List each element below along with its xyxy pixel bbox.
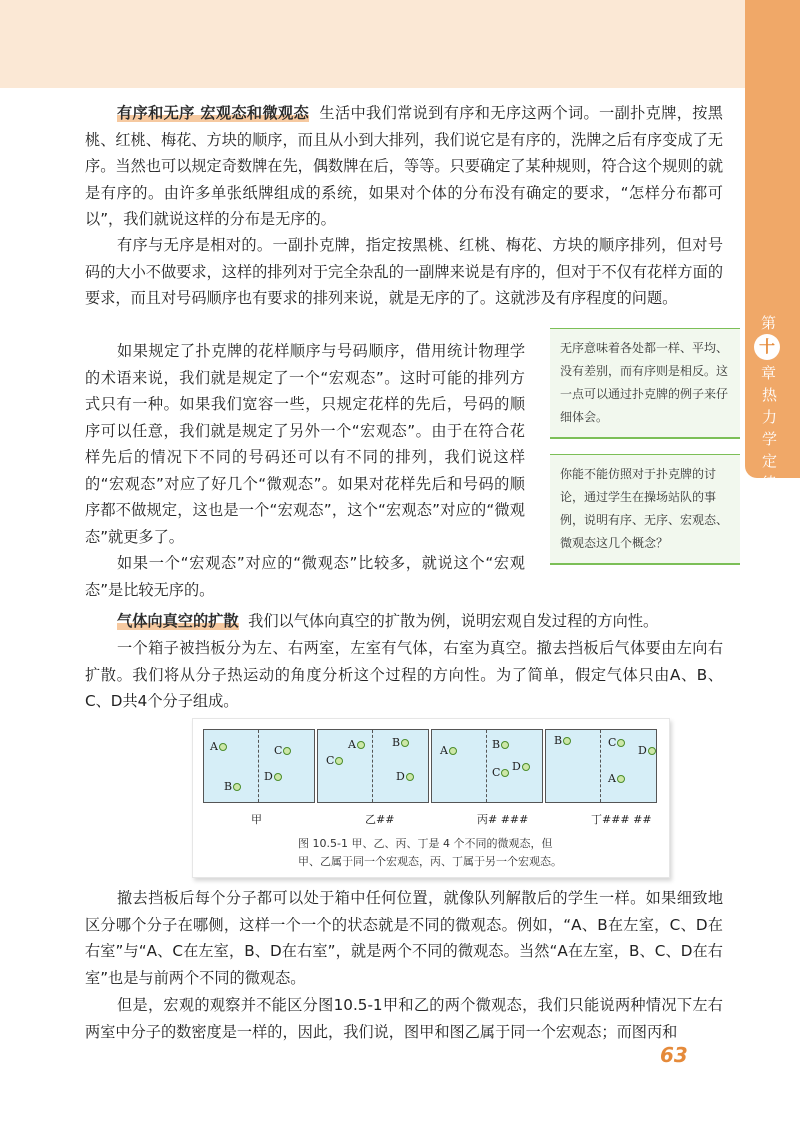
- molecule-c: C: [608, 736, 625, 749]
- molecule-b: B: [554, 734, 571, 747]
- section-gas-p4: 但是，宏观的观察并不能区分图10.5-1甲和乙的两个微观态，我们只能说两种情况下左右两室中分子的数密度是一样的，因此，我们说，图甲和图乙属于同一个宏观态；而图丙和: [85, 996, 723, 1041]
- section-order-p1-text: 生活中我们常说到有序和无序这两个词。一副扑克牌，按黑桃、红桃、梅花、方块的顺序，而且从小到大排列，我们说它是有序的，洗牌之后有序变成了无序。当然也可以规定奇数牌在先，偶数牌在后，等等。只要确定了某种规则，符合这个规则的就是有序的。由许多单张纸牌组成的系统，如果对个体的分布没有确定的要求，“怎样分布都可以”，我们就说这样的分布是无序的。: [85, 104, 723, 228]
- section-gas-p3: 撤去挡板后每个分子都可以处于箱中任何位置，就像队列解散后的学生一样。如果细致地区分哪个分子在哪侧，这样一个一个的状态就是不同的微观态。例如，“A、B在左室，C、D在右室”与“A、C在左室，B、D在右室”，就是两个不同的微观态。当然“A在左室，B、C、D在右室”也是与前两个不同的微观态。: [85, 889, 723, 987]
- chapter-prefix: 第: [761, 314, 777, 332]
- section-gas-p1: [85, 608, 723, 635]
- section-order-p3: 如果规定了扑克牌的花样顺序与号码顺序，借用统计物理学的术语来说，我们就是规定了一个“宏观态”。这时可能的排列方式只有一种。如果我们宽容一些，只规定花样的先后，号码的顺序可以任意，我们就是规定了另外一个“宏观态”。由于在符合花样先后的情况下不同的号码还可以有不同的排列，我们说这样的“宏观态”对应了好几个“微观态”。如果对花样先后和号码的顺序都不做规定，这也是一个“宏观态”，这个“宏观态”对应的“微观态”就更多了。: [85, 342, 525, 546]
- side-note-1: 无序意味着各处都一样、平均、没有差别，而有序则是相反。这一点可以通过扑克牌的例子来仔细体会。: [550, 328, 740, 439]
- section-gas-p1-text: 我们以气体向真空的扩散为例，说明宏观自发过程的方向性。: [248, 612, 659, 630]
- molecule-b: B: [492, 738, 509, 751]
- page-number: 63: [660, 1043, 688, 1067]
- section-heading-order: 有序和无序 宏观态和微观态: [117, 104, 310, 122]
- figure-label-yi: 乙##: [365, 813, 395, 826]
- figure-caption: [298, 835, 562, 871]
- molecule-d: D: [512, 760, 530, 773]
- header-band: [0, 0, 745, 88]
- section-gas-p2: 一个箱子被挡板分为左、右两室，左室有气体，右室为真空。撤去挡板后气体要由左向右扩散。我们将从分子热运动的角度分析这个过程的方向性。为了简单，假定气体只由A、B、C、D共4个分子组成。: [85, 639, 723, 710]
- molecule-c: C: [326, 754, 343, 767]
- box-ding: [545, 729, 657, 803]
- box-yi: [317, 729, 429, 803]
- partition-line: [600, 730, 601, 802]
- molecule-d: D: [396, 770, 414, 783]
- partition-line: [486, 730, 487, 802]
- chapter-suffix: 章: [761, 364, 777, 382]
- side-note-2: 你能不能仿照对于扑克牌的讨论，通过学生在操场站队的事例，说明有序、无序、宏观态、微观态这几个概念？: [550, 454, 740, 565]
- section-order-p4: 如果一个“宏观态”对应的“微观态”比较多，就说这个“宏观态”是比较无序的。: [85, 554, 525, 599]
- molecule-d: D: [264, 770, 282, 783]
- molecule-a: A: [348, 738, 365, 751]
- caption-line-1: 图 10.5-1 甲、乙、丙、丁是 4 个不同的微观态，但: [298, 837, 553, 850]
- box-jia: [203, 729, 315, 803]
- section-heading-gas: 气体向真空的扩散: [117, 612, 239, 630]
- chapter-title: 热力学定律: [762, 386, 778, 492]
- partition-line: [258, 730, 259, 802]
- figure-label-jia: 甲: [251, 813, 262, 826]
- box-bing: [431, 729, 543, 803]
- molecule-d: D: [638, 744, 656, 757]
- figure-10-5-1: [192, 718, 670, 878]
- partition-line: [372, 730, 373, 802]
- molecule-a: A: [608, 772, 625, 785]
- figure-label-ding: 丁### ##: [591, 813, 652, 826]
- section-order-p1: [85, 100, 723, 233]
- molecule-c: C: [492, 766, 509, 779]
- section-order-p2: 有序与无序是相对的。一副扑克牌，指定按黑桃、红桃、梅花、方块的顺序排列，但对号码的大小不做要求，这样的排列对于完全杂乱的一副牌来说是有序的，但对于不仅有花样方面的要求，而且对号码顺序也有要求的排列来说，就是无序的了。这就涉及有序程度的问题。: [85, 236, 723, 307]
- molecule-c: C: [274, 744, 291, 757]
- molecule-b: B: [224, 780, 241, 793]
- molecule-a: A: [440, 744, 457, 757]
- figure-label-bing: 丙# ###: [477, 813, 529, 826]
- molecule-b: B: [392, 736, 409, 749]
- chapter-number-badge: 十: [754, 334, 780, 360]
- caption-line-2: 甲、乙属于同一个宏观态，丙、丁属于另一个宏观态。: [298, 855, 562, 868]
- molecule-a: A: [210, 740, 227, 753]
